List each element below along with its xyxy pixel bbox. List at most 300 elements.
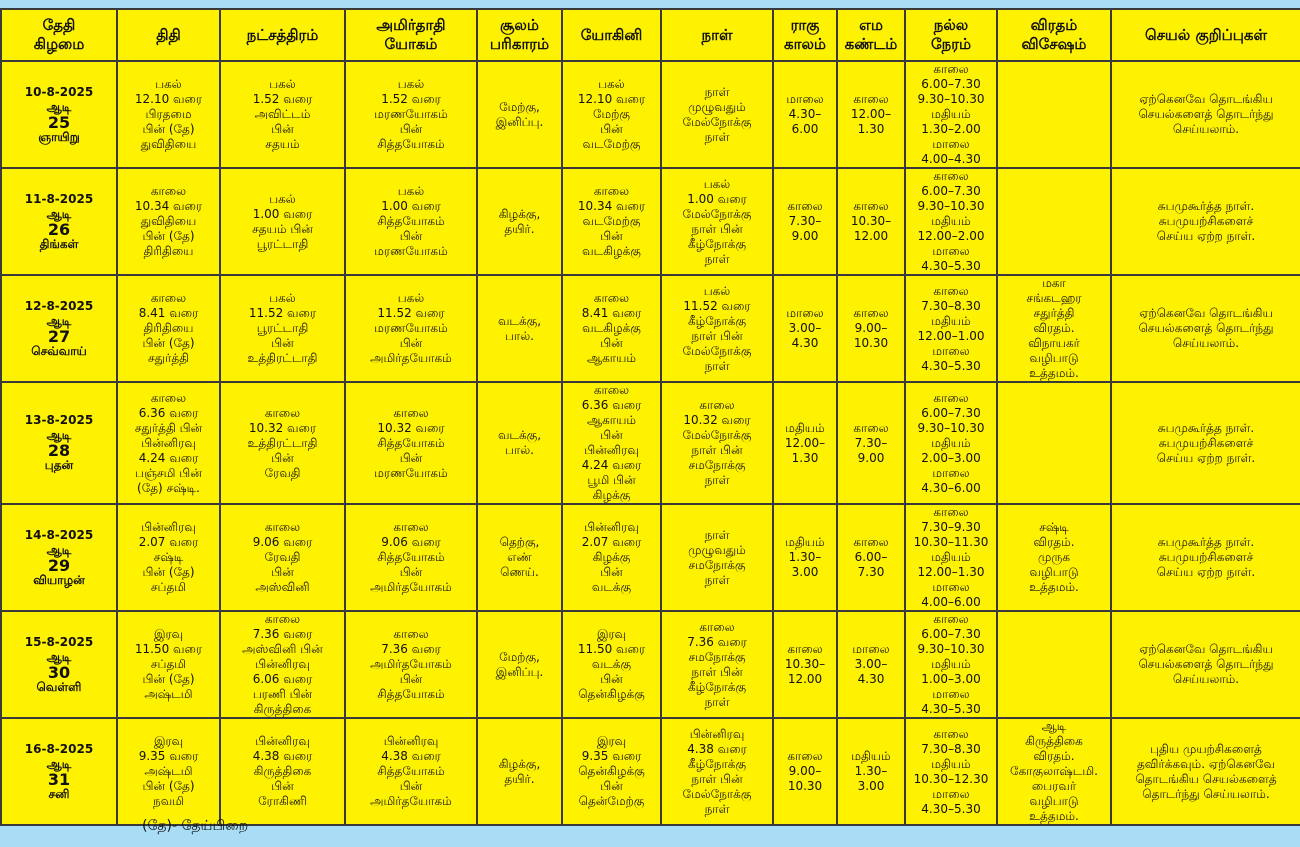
yogini-line: 9.35 வரை [581,749,642,763]
nakshatra-cell [220,382,345,504]
yogam-line: 1.00 வரை [381,199,441,213]
yogini-line: ஆகாயம் [586,351,637,365]
viratham-line: உத்தமம். [1029,366,1079,380]
yogam-line: பின் [399,122,423,136]
rahu-line: 12.00 [787,672,823,686]
naal-line: 10.32 வரை [683,413,751,427]
nalla-cell [905,61,997,168]
naal-line: காலை [699,398,735,412]
nakshatra-line: 11.52 வரை [248,306,317,320]
header-line: ராகு [790,16,820,34]
notes-cell [1111,611,1300,718]
date-line: வியாழன் [33,572,85,587]
header-line: யோகம் [384,35,438,53]
nakshatra-line: 6.06 வரை [252,672,313,686]
yogini-line: 2.07 வரை [581,535,642,549]
ema-cell [837,382,905,504]
nalla-line: மாலை [932,786,970,801]
nakshatra-cell [220,275,345,382]
naal-cell [661,382,773,504]
yogini-line: தென்மேற்கு [578,794,645,808]
yogini-line: 8.41 வரை [581,306,642,320]
nakshatra-line: பின்னிரவு [255,657,310,671]
nalla-line: 9.30–10.30 [917,92,985,106]
rahu-line: 9.00 [791,229,819,243]
date-line: ஆடி [46,99,72,114]
yogini-line: கிழக்கு [592,550,631,564]
nakshatra-line: காலை [264,520,301,534]
rahu-line: காலை [787,199,823,213]
rahu-line: காலை [787,642,823,656]
naal-line: மேல்நோக்கு [682,206,752,221]
yogini-line: பின் [600,672,623,686]
naal-line: சமநோக்கு [688,649,746,664]
panchangam-table [0,8,1300,826]
yogini-line: மேற்கு [593,107,630,121]
soolam-line: மேற்கு, [499,99,540,114]
nalla-line: காலை [933,169,969,183]
nalla-line: காலை [933,390,969,405]
header-line: விசேஷம் [1021,35,1087,53]
thithi-cell [117,168,220,275]
date-line: 26 [47,219,71,239]
nalla-line: மதியம் [931,107,971,121]
yogam-line: மரணயோகம் [374,321,448,335]
thithi-cell [117,382,220,504]
thithi-line: பின் (தே) [142,565,195,579]
yogam-cell [345,382,477,504]
viratham-cell [997,168,1111,275]
yogini-line: வடமேற்கு [582,137,641,151]
nakshatra-line: பூரட்டாதி [256,236,309,251]
notes-line: ஏற்கெனவே தொடங்கிய [1139,92,1273,106]
nalla-line: மதியம் [931,550,971,564]
nalla-line: காலை [933,505,969,519]
nakshatra-line: காலை [264,612,301,626]
table-row [1,382,1300,504]
ema-line: 4.30 [857,672,885,686]
viratham-line: சஷ்டி [1039,520,1069,534]
thithi-line: பிரதமை [145,107,192,121]
yogam-line: சித்தயோகம் [377,764,445,778]
yogini-line: 12.10 வரை [577,92,646,106]
ema-line: காலை [853,306,889,320]
header-line: நேரம் [930,35,972,53]
naal-cell [661,61,773,168]
date-line: புதன் [44,458,74,472]
nalla-line: 6.00–7.30 [921,627,981,641]
date-line: 15-8-2025 [24,634,94,649]
viratham-cell [997,504,1111,611]
viratham-line: விரதம். [1033,535,1075,549]
yogini-line: பின் [600,565,623,579]
soolam-line: தெற்கு, [499,535,540,549]
yogam-line: பின் [399,450,423,465]
naal-line: பகல் [703,283,731,298]
nalla-line: 6.00–7.30 [921,405,981,420]
yogini-line: பின் [600,336,623,350]
nalla-line: 4.30–5.30 [921,259,981,273]
naal-line: காலை [699,619,735,634]
naal-line: கீழ்நோக்கு [687,756,747,771]
yogini-line: பின் [600,779,623,793]
nalla-cell [905,611,997,718]
thithi-line: 11.50 வரை [134,642,203,656]
calendar-wrapper [0,8,1300,826]
thithi-cell [117,504,220,611]
nakshatra-line: 1.52 வரை [252,92,313,106]
nakshatra-line: 7.36 வரை [252,627,313,641]
date-line: ஆடி [46,649,72,664]
soolam-line: பால். [505,328,534,343]
ema-cell [837,275,905,382]
thithi-line: பின் (தே) [142,229,195,243]
yogini-line: காலை [593,184,630,198]
table-body [1,61,1300,825]
date-line: ஞாயிறு [38,129,80,144]
ema-line: 12.00– [850,107,892,121]
nakshatra-line: பின்னிரவு [255,734,310,748]
notes-line: ஏற்கெனவே தொடங்கிய [1139,642,1273,656]
naal-line: நாள் [704,694,730,709]
yogam-line: 11.52 வரை [377,306,445,320]
rahu-cell [773,718,837,825]
viratham-cell [997,61,1111,168]
date-line: திங்கள் [39,236,79,251]
date-cell [1,275,117,382]
nalla-line: 9.30–10.30 [917,199,985,213]
thithi-line: பின் (தே) [142,122,195,136]
naal-line: கீழ்நோக்கு [687,236,747,251]
yogam-cell [345,718,477,825]
thithi-line: அஷ்டமி [144,764,193,778]
yogini-line: வடகிழக்கு [582,244,641,258]
naal-line: சமநோக்கு [688,557,746,572]
nakshatra-line: அஸ்வினி [255,580,310,594]
yogam-line: அமிர்தயோகம் [370,657,452,671]
notes-cell [1111,382,1300,504]
notes-line: செயல்களைத் தொடர்ந்து [1138,657,1274,671]
yogam-cell [345,61,477,168]
notes-line: சுபமுகூர்த்த நாள். [1157,420,1255,435]
nalla-line: காலை [933,612,969,626]
notes-line: செயல்களைத் தொடர்ந்து [1138,107,1274,121]
naal-line: நாள் [704,527,730,542]
header-line: பரிகாரம் [489,35,550,53]
nakshatra-line: பூரட்டாதி [256,321,309,335]
date-line: 27 [47,326,71,346]
notes-cell [1111,168,1300,275]
viratham-cell [997,382,1111,504]
nakshatra-line: ரேவதி [264,550,301,564]
naal-cell [661,275,773,382]
nalla-line: மதியம் [931,435,971,450]
notes-cell [1111,275,1300,382]
yogam-line: காலை [393,627,429,641]
naal-line: மேல்நோக்கு [682,343,752,358]
yogini-line: 4.24 வரை [581,458,642,472]
yogam-line: பகல் [397,184,425,198]
viratham-line: சதுர்த்தி [1033,306,1075,320]
yogam-line: சித்தயோகம் [377,435,445,450]
date-line: 14-8-2025 [24,527,94,542]
nalla-line: காலை [933,62,969,76]
header-line: கண்டம் [844,35,898,53]
header-thithi [117,9,220,61]
thithi-cell [117,611,220,718]
header-amirthathi-yogam [345,9,477,61]
naal-line: கீழ்நோக்கு [687,313,747,328]
thithi-line: பின்னிரவு [141,520,196,534]
nalla-line: 1.00–3.00 [921,672,981,686]
notes-line: தொடர்ந்து செய்யலாம். [1142,786,1270,801]
thithi-line: 2.07 வரை [138,535,199,549]
thithi-line: காலை [150,390,187,405]
yogam-line: சித்தயோகம் [377,137,445,151]
yogini-line: பின் [600,122,623,136]
naal-line: நாள் [704,358,730,373]
ema-line: 9.00– [854,321,888,335]
nalla-line: 12.00–2.00 [917,229,985,243]
yogam-line: காலை [393,405,429,420]
nalla-line: 4.30–6.00 [921,480,981,495]
yogam-line: பகல் [397,77,425,91]
viratham-line: விரதம். [1033,749,1075,763]
header-line: விரதம் [1030,16,1078,34]
soolam-line: கிழக்கு, [498,756,541,771]
naal-line: 4.38 வரை [687,741,747,756]
rahu-cell [773,61,837,168]
header-line: செயல் குறிப்புகள் [1144,25,1268,44]
ema-line: 6.00– [854,550,888,564]
header-line: எம [859,16,883,34]
notes-cell [1111,718,1300,825]
yogini-line: பின்னிரவு [584,443,639,457]
date-line: ஆடி [46,206,72,221]
date-line: 29 [47,555,71,575]
thithi-line: 4.24 வரை [138,450,199,465]
nakshatra-line: 4.38 வரை [252,749,313,763]
yogini-line: வடகிழக்கு [582,321,641,335]
yogam-cell [345,168,477,275]
nakshatra-line: பின் [271,450,294,465]
naal-line: பகல் [703,176,731,191]
naal-line: நாள் [704,473,730,487]
viratham-line: ஆடி [1041,719,1067,733]
table-row [1,275,1300,382]
rahu-line: மாலை [786,92,824,106]
thithi-line: பின்னிரவு [141,435,196,450]
nakshatra-line: பரணி பின் [252,687,313,701]
yogam-cell [345,504,477,611]
yogam-line: அமிர்தயோகம் [370,794,452,808]
notes-line: செய்யலாம். [1172,672,1240,686]
nalla-cell [905,504,997,611]
naal-line: நாள் [704,801,730,816]
soolam-line: இனிப்பு. [495,664,544,679]
viratham-line: விரதம். [1033,321,1075,335]
soolam-line: கிழக்கு, [498,206,541,221]
nalla-line: 7.30–9.30 [921,520,981,534]
yogini-line: ஆகாயம் [586,413,637,427]
notes-line: சுபமுயற்சிகளைச் [1158,550,1254,564]
soolam-line: இனிப்பு. [495,114,544,129]
thithi-line: 10.34 வரை [134,199,203,213]
nalla-line: 4.30–5.30 [921,801,981,816]
yogam-line: பகல் [397,291,425,305]
yogam-line: பின் [399,336,423,350]
naal-line: நாள் பின் [691,771,743,786]
thithi-line: திரிதியை [143,244,194,258]
nakshatra-line: உத்திரட்டாதி [247,351,318,365]
nalla-line: மதியம் [931,214,971,228]
thithi-line: பஞ்சமி பின் [135,465,202,480]
yogam-line: சித்தயோகம் [377,687,445,701]
thithi-line: சதுர்த்தி [148,351,189,365]
yogam-line: 10.32 வரை [377,420,445,435]
header-line: கிழமை [33,35,85,53]
naal-line: முழுவதும் [688,542,746,557]
thithi-line: 9.35 வரை [138,749,199,763]
notes-line: செயல்களைத் தொடர்ந்து [1138,321,1274,335]
notes-line: ஏற்கெனவே தொடங்கிய [1139,306,1273,320]
nalla-line: மதியம் [931,657,971,671]
thithi-line: சப்தமி [150,580,187,594]
nalla-line: மாலை [932,244,970,258]
soolam-cell [477,168,562,275]
date-line: ஆடி [46,313,72,328]
yogini-line: வடமேற்கு [582,214,641,228]
naal-line: நாள் [704,129,730,144]
nalla-line: 12.00–1.30 [917,565,985,579]
naal-line: நாள் பின் [691,664,743,679]
yogini-line: இரவு [596,734,627,748]
thithi-line: திரிதியை [143,321,194,335]
nakshatra-line: சதயம் [265,137,300,151]
ema-line: 10.30 [853,336,889,350]
nalla-line: மதியம் [931,756,971,771]
nalla-line: மாலை [932,137,970,151]
rahu-line: 4.30– [788,107,822,121]
rahu-line: மாலை [786,306,824,320]
yogam-cell [345,611,477,718]
soolam-line: தயிர். [504,771,535,786]
nalla-line: 6.00–7.30 [921,77,981,91]
thithi-line: சதுர்த்தி பின் [134,420,203,435]
date-cell [1,382,117,504]
date-line: 31 [47,769,71,789]
rahu-line: 7.30– [788,214,822,228]
ema-cell [837,718,905,825]
date-line: செவ்வாய் [31,343,87,358]
nalla-line: மாலை [932,580,970,594]
rahu-line: காலை [787,749,823,763]
yogam-line: சித்தயோகம் [377,550,445,564]
header-line: தேதி [42,16,76,34]
notes-line: செய்ய ஏற்ற நாள். [1156,229,1256,243]
naal-line: முழுவதும் [688,99,746,114]
nakshatra-line: கிருத்திகை [253,702,312,716]
nalla-line: 4.30–5.30 [921,358,981,373]
nalla-line: 7.30–8.30 [921,298,981,313]
thithi-line: 8.41 வரை [138,306,199,320]
yogini-line: 6.36 வரை [581,398,642,412]
nakshatra-line: பகல் [269,77,296,91]
thithi-line: பின் (தே) [142,336,195,350]
soolam-cell [477,504,562,611]
notes-cell [1111,504,1300,611]
thithi-line: (தே) சஷ்டி. [137,480,200,495]
nalla-line: 10.30–11.30 [913,535,989,549]
thithi-line: இரவு [153,627,184,641]
ema-cell [837,61,905,168]
nakshatra-line: ரேவதி [264,465,301,480]
viratham-line: சங்கடஹர [1026,291,1082,305]
thithi-line: பின் (தே) [142,779,195,793]
table-row [1,61,1300,168]
date-line: 25 [47,112,71,132]
ema-cell [837,504,905,611]
soolam-line: தயிர். [504,221,535,236]
nalla-line: 7.30–8.30 [921,741,981,756]
nakshatra-line: காலை [264,405,301,420]
yogam-line: சித்தயோகம் [377,214,445,228]
nalla-line: மாலை [932,687,970,701]
thithi-line: சஷ்டி [153,550,184,564]
yogini-line: தென்கிழக்கு [578,687,645,701]
yogini-line: பின்னிரவு [584,520,639,534]
yogam-line: அமிர்தயோகம் [370,580,452,594]
header-ema-kandam [837,9,905,61]
nakshatra-cell [220,718,345,825]
nalla-line: மதியம் [931,313,971,328]
thithi-cell [117,275,220,382]
yogam-line: அமிர்தயோகம் [370,351,452,365]
nalla-line: 4.00–6.00 [921,595,981,609]
soolam-cell [477,611,562,718]
nalla-line: 9.30–10.30 [917,420,985,435]
viratham-line: உத்தமம். [1029,809,1079,823]
nalla-line: 4.00–4.30 [921,152,981,166]
nalla-line: காலை [933,726,969,741]
nakshatra-cell [220,504,345,611]
yogini-line: வடக்கு [591,580,632,594]
ema-line: 1.30 [857,122,885,136]
viratham-line: கிருத்திகை [1025,734,1083,748]
rahu-line: மதியம் [785,420,825,435]
rahu-cell [773,382,837,504]
rahu-cell [773,168,837,275]
notes-line: தவிர்க்கவும். ஏற்கெனவே [1136,756,1276,771]
nalla-cell [905,382,997,504]
ema-line: காலை [853,420,889,435]
date-cell [1,168,117,275]
viratham-line: உத்தமம். [1029,580,1079,594]
header-line: யோகினி [580,25,643,44]
nalla-line: மாலை [932,465,970,480]
date-line: வெள்ளி [36,679,82,694]
yogini-cell [562,611,661,718]
notes-line: செய்யலாம். [1172,122,1240,136]
ema-cell [837,168,905,275]
naal-line: நாள் [704,251,730,266]
date-line: ஆடி [46,542,72,557]
nakshatra-line: பின் [271,122,294,136]
soolam-cell [477,718,562,825]
nalla-line: 6.00–7.30 [921,184,981,198]
yogini-line: பகல் [598,77,625,91]
yogini-cell [562,718,661,825]
